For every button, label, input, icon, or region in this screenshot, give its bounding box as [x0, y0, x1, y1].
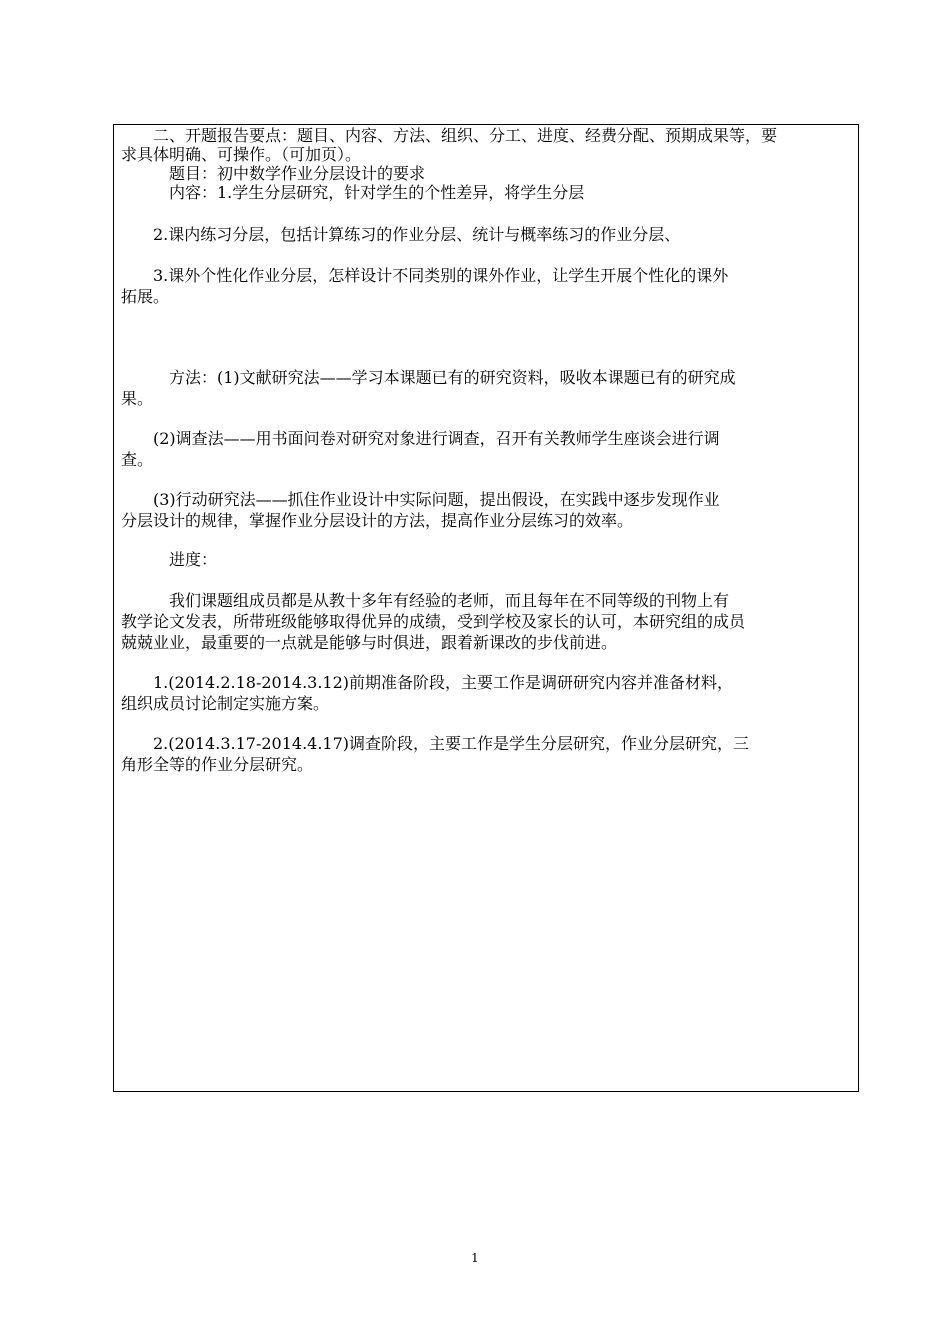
- text-line: 求具体明确、可操作。（可加页）。: [121, 145, 362, 164]
- text-line: 题目：初中数学作业分层设计的要求: [121, 164, 426, 183]
- text-line: 2.课内练习分层，包括计算练习的作业分层、统计与概率练习的作业分层、: [121, 225, 681, 244]
- text-line: 内容：1.学生分层研究，针对学生的个性差异，将学生分层: [121, 183, 585, 202]
- text-line: 果。: [121, 389, 154, 408]
- text-line: 兢兢业业，最重要的一点就是能够与时俱进，跟着新课改的步伐前进。: [121, 633, 618, 652]
- text-line: 拓展。: [121, 287, 170, 306]
- text-line: 方法：(1)文献研究法——学习本课题已有的研究资料，吸收本课题已有的研究成: [121, 368, 736, 387]
- page-number: 1: [471, 1251, 479, 1265]
- text-line: 角形全等的作业分层研究。: [121, 755, 314, 774]
- text-line: 查。: [121, 450, 154, 469]
- text-line: 组织成员讨论制定实施方案。: [121, 694, 330, 713]
- text-line: 二、开题报告要点：题目、内容、方法、组织、分工、进度、经费分配、预期成果等，要: [121, 126, 778, 145]
- text-line: (2)调查法——用书面问卷对研究对象进行调查，召开有关教师学生座谈会进行调: [121, 429, 720, 448]
- text-line: 我们课题组成员都是从教十多年有经验的老师，而且每年在不同等级的刊物上有: [121, 591, 730, 610]
- text-line: 1.(2014.2.18-2014.3.12)前期准备阶段，主要工作是调研研究内容并准备材料，: [121, 673, 734, 692]
- text-line: 分层设计的规律，掌握作业分层设计的方法，提高作业分层练习的效率。: [121, 511, 634, 530]
- text-line: (3)行动研究法——抓住作业设计中实际问题，提出假设，在实践中逐步发现作业: [121, 490, 720, 509]
- text-line: 进度：: [121, 550, 218, 569]
- text-line: 教学论文发表，所带班级能够取得优异的成绩，受到学校及家长的认可，本研究组的成员: [121, 612, 746, 631]
- text-line: 2.(2014.3.17-2014.4.17)调查阶段，主要工作是学生分层研究，作业分层研究，三: [121, 734, 750, 753]
- text-line: 3.课外个性化作业分层，怎样设计不同类别的课外作业，让学生开展个性化的课外: [121, 266, 729, 285]
